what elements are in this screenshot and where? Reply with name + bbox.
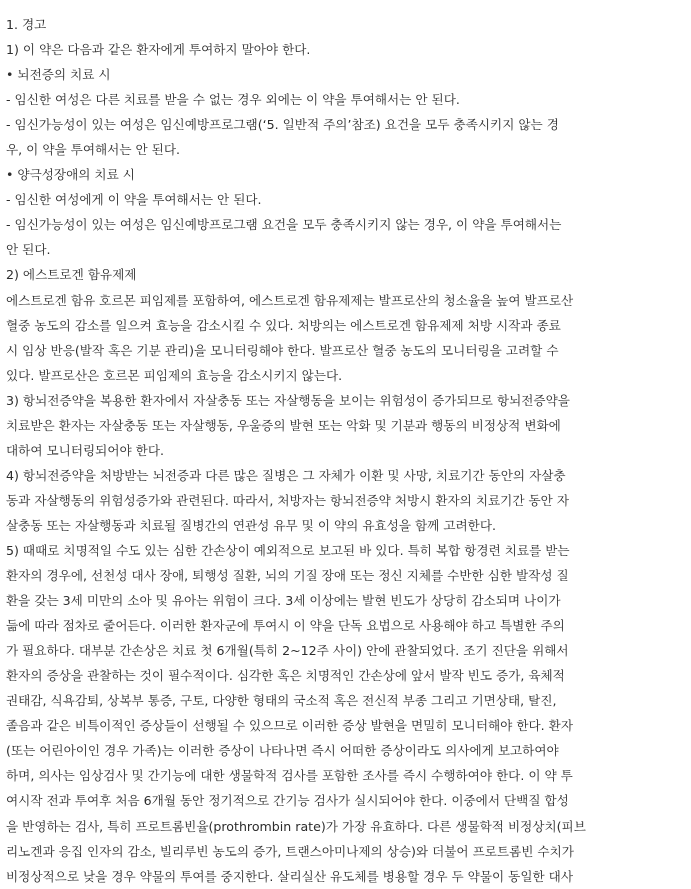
- text-line: - 임신가능성이 있는 여성은 임신예방프로그램 요건을 모두 충족시키지 않는 경우, 이 약을 투여해서는: [6, 217, 562, 233]
- text-line: 환을 갖는 3세 미만의 소아 및 유아는 위험이 크다. 3세 이상에는 발현 빈도가 상당히 감소되며 나이가: [6, 593, 561, 609]
- text-line: 환자의 경우에, 선천성 대사 장애, 퇴행성 질환, 뇌의 기질 장애 또는 정신 지체를 수반한 심한 발작성 질: [6, 568, 569, 584]
- text-line: - 임신한 여성은 다른 치료를 받을 수 없는 경우 외에는 이 약을 투여해서는 안 된다.: [6, 92, 460, 108]
- text-line: 을 반영하는 검사, 특히 프로트롬빈율(prothrombin rate)가 가장 유효하다. 다른 생물학적 비정상치(피브: [6, 818, 586, 834]
- text-line: 대하여 모니터링되어야 한다.: [6, 442, 164, 458]
- subsection-heading: 2) 에스트로겐 함유제제: [6, 267, 137, 283]
- text-line: - 임신한 여성에게 이 약을 투여해서는 안 된다.: [6, 192, 262, 208]
- text-line: 5) 때때로 치명적일 수도 있는 심한 간손상이 예외적으로 보고된 바 있다. 특히 복합 항경련 치료를 받는: [6, 542, 570, 558]
- text-line: 살충동 또는 자살행동과 치료될 질병간의 연관성 유무 및 이 약의 유효성을 함께 고려한다.: [6, 517, 497, 533]
- text-line: 우, 이 약을 투여해서는 안 된다.: [6, 142, 181, 158]
- bullet-line: • 양극성장애의 치료 시: [6, 167, 135, 183]
- section-heading: 1. 경고: [6, 17, 47, 32]
- text-line: 듦에 따라 점차로 줄어든다. 이러한 환자군에 투여시 이 약을 단독 요법으로 사용해야 하고 특별한 주의: [6, 618, 565, 634]
- text-line: 4) 항뇌전증약을 처방받는 뇌전증과 다른 많은 질병은 그 자체가 이환 및 사망, 치료기간 동안의 자살충: [6, 467, 566, 483]
- text-line: 혈중 농도의 감소를 일으켜 효능을 감소시킬 수 있다. 처방의는 에스트로겐 함유제제 처방 시작과 종료: [6, 317, 561, 333]
- text-line: 3) 항뇌전증약을 복용한 환자에서 자살충동 또는 자살행동을 보이는 위험성이 증가되므로 항뇌전증약을: [6, 392, 570, 408]
- text-line: 여시작 전과 투여후 처음 6개월 동안 정기적으로 간기능 검사가 실시되어야 한다. 이중에서 단백질 합성: [6, 793, 569, 809]
- text-line: 가 필요하다. 대부분 간손상은 치료 첫 6개월(특히 2~12주 사이) 안에 관찰되었다. 조기 진단을 위해서: [6, 643, 569, 659]
- text-line: 권태감, 식욕감퇴, 상복부 통증, 구토, 다양한 형태의 국소적 혹은 전신적 부종 그리고 기면상태, 탈진,: [6, 693, 557, 709]
- text-line: 리노겐과 응집 인자의 감소, 빌리루빈 농도의 증가, 트랜스아미나제의 상승)와 더불어 프로트롬빈 수치가: [6, 843, 574, 859]
- text-line: 동과 자살행동의 위험성증가와 관련된다. 따라서, 처방자는 항뇌전증약 처방시 환자의 치료기간 동안 자: [6, 492, 569, 508]
- text-line: 1) 이 약은 다음과 같은 환자에게 투여하지 말아야 한다.: [6, 42, 311, 58]
- text-line: 환자의 증상을 관찰하는 것이 필수적이다. 심각한 혹은 치명적인 간손상에 앞서 발작 빈도 증가, 육체적: [6, 668, 565, 684]
- text-line: 졸음과 같은 비특이적인 증상들이 선행될 수 있으므로 이러한 증상 발현을 면밀히 모니터해야 한다. 환자: [6, 718, 573, 734]
- text-line: 하며, 의사는 임상검사 및 간기능에 대한 생물학적 검사를 포함한 조사를 즉시 수행하여야 한다. 이 약 투: [6, 768, 573, 784]
- text-line: (또는 어린아이인 경우 가족)는 이러한 증상이 나타나면 즉시 어떠한 증상이라도 의사에게 보고하여야: [6, 743, 559, 759]
- text-line: - 임신가능성이 있는 여성은 임신예방프로그램(‘5. 일반적 주의’참조) 요건을 모두 충족시키지 않는 경: [6, 117, 559, 133]
- text-line: 비정상적으로 낮을 경우 약물의 투여를 중지한다. 살리실산 유도체를 병용할 경우 두 약물이 동일한 대사: [6, 868, 573, 884]
- text-line: 에스트로겐 함유 호르몬 피임제를 포함하여, 에스트로겐 함유제제는 발프로산의 청소율을 높여 발프로산: [6, 292, 574, 308]
- text-line: 안 된다.: [6, 242, 51, 258]
- text-line: 있다. 발프로산은 호르몬 피임제의 효능을 감소시키지 않는다.: [6, 367, 343, 383]
- bullet-line: • 뇌전증의 치료 시: [6, 67, 111, 83]
- text-line: 시 임상 반응(발작 혹은 기분 관리)을 모니터링해야 한다. 발프로산 혈중 농도의 모니터링을 고려할 수: [6, 342, 559, 358]
- text-line: 치료받은 환자는 자살충동 또는 자살행동, 우울증의 발현 또는 악화 및 기분과 행동의 비정상적 변화에: [6, 417, 561, 433]
